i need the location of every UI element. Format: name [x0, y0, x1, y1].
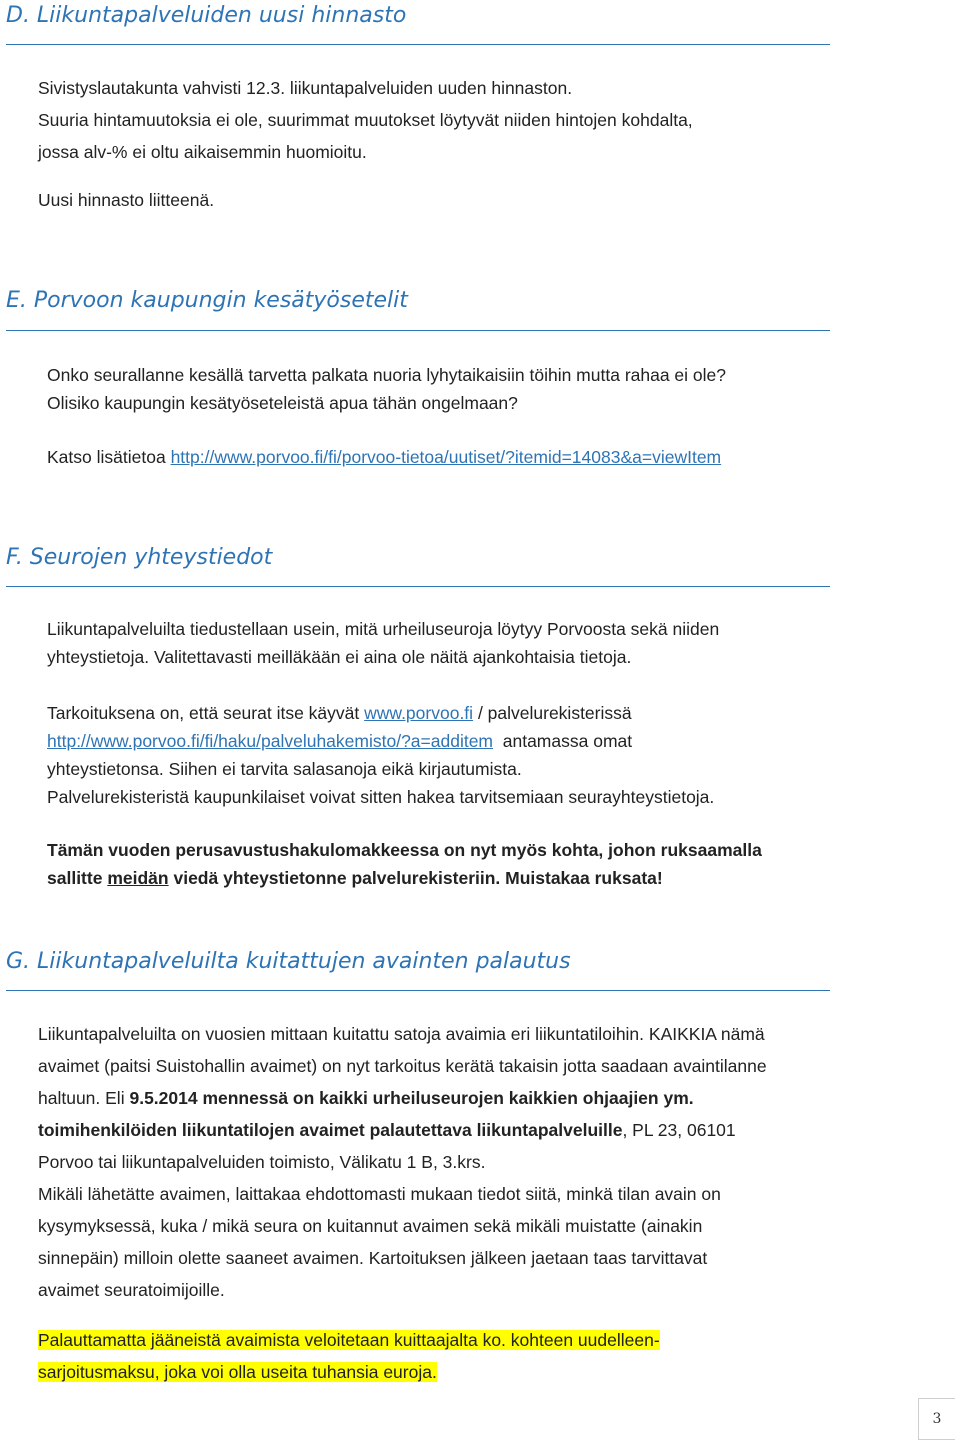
section-g-line	[38, 1114, 767, 1146]
purpose-line: yhteystietonsa. Siihen ei tarvita salasanoja eikä kirjautumista.	[47, 759, 522, 779]
fee-warning-line: Palauttamatta jääneistä avaimista veloitetaan kuittaajalta ko. kohteen uudelleen-	[38, 1330, 660, 1350]
fee-warning-line: sarjoitusmaksu, joka voi olla useita tuhansia euroja.	[38, 1362, 437, 1382]
return-address: , PL 23, 06101	[622, 1120, 736, 1140]
purpose-line: Palvelurekisteristä kaupunkilaiset voivat sitten hakea tarvitsemiaan seurayhteystietoja.	[47, 787, 715, 807]
section-e-body	[47, 361, 726, 417]
section-g-body	[38, 1018, 767, 1306]
section-e-line: Olisiko kaupungin kesätyöseteleistä apua tähän ongelmaan?	[47, 393, 518, 413]
section-g-line: kysymyksessä, kuka / mikä seura on kuitannut avaimen sekä mikäli muistatte (ainakin	[38, 1216, 703, 1236]
notice-underlined: meidän	[107, 868, 169, 888]
section-e-heading: E. Porvoon kaupungin kesätyösetelit	[6, 288, 408, 313]
section-f-purpose	[47, 699, 714, 811]
section-f-line: Liikuntapalveluilta tiedustellaan usein, mitä urheiluseuroja löytyy Porvoosta sekä niiden	[47, 619, 720, 639]
deadline-prefix: haltuun. Eli	[38, 1088, 125, 1108]
section-g-line: Porvoo tai liikuntapalveluiden toimisto, Välikatu 1 B, 3.krs.	[38, 1152, 486, 1172]
porvoo-news-link[interactable]: http://www.porvoo.fi/fi/porvoo-tietoa/uutiset/?itemid=14083&a=viewItem	[170, 447, 722, 467]
section-f-heading: F. Seurojen yhteystiedot	[6, 545, 273, 570]
section-g-line	[38, 1082, 767, 1114]
purpose-line	[47, 727, 714, 755]
porvoo-home-link[interactable]: www.porvoo.fi	[364, 703, 474, 723]
section-g-heading: G. Liikuntapalveluilta kuitattujen avainten palautus	[6, 949, 571, 974]
section-e-rule	[6, 330, 830, 331]
purpose-suffix: antamassa omat	[502, 731, 633, 751]
section-g-line: avaimet (paitsi Suistohallin avaimet) on nyt tarkoitus kerätä takaisin jotta saadaan avaintilanne	[38, 1056, 767, 1076]
section-g-line: sinnepäin) milloin olette saaneet avaimen. Kartoituksen jälkeen jaetaan taas tarvittavat	[38, 1248, 708, 1268]
purpose-prefix: Tarkoituksena on, että seurat itse käyvät	[47, 703, 360, 723]
notice-suffix: viedä yhteystietonne palvelurekisteriin. Muistakaa ruksata!	[173, 868, 663, 888]
section-g-line: avaimet seuratoimijoille.	[38, 1280, 225, 1300]
page-number: 3	[918, 1398, 955, 1440]
section-f-body	[47, 615, 719, 671]
notice-prefix: sallitte	[47, 868, 103, 888]
checkbox-notice-line: Tämän vuoden perusavustushakulomakkeessa on nyt myös kohta, johon ruksaamalla	[47, 840, 762, 860]
section-f-rule	[6, 586, 830, 587]
attachment-note: Uusi hinnasto liitteenä.	[38, 190, 215, 210]
checkbox-notice-line	[47, 864, 762, 892]
service-registry-link[interactable]: http://www.porvoo.fi/fi/haku/palveluhakemisto/?a=additem	[47, 731, 494, 751]
section-f-line: yhteystietoja. Valitettavasti meilläkään ei aina ole näitä ajankohtaisia tietoja.	[47, 647, 632, 667]
section-g-line: Mikäli lähetätte avaimen, laittakaa ehdottomasti mukaan tiedot siitä, minkä tilan avain on	[38, 1184, 721, 1204]
section-g-line: Liikuntapalveluilta on vuosien mittaan kuitattu satoja avaimia eri liikuntatiloihin. KAIKKIA nämä	[38, 1024, 765, 1044]
fee-warning	[38, 1324, 660, 1388]
purpose-middle: / palvelurekisterissä	[477, 703, 632, 723]
deadline-bold: 9.5.2014 mennessä on kaikki urheiluseurojen kaikkien ohjaajien ym.	[129, 1088, 694, 1108]
section-d-rule	[6, 44, 830, 45]
more-info-line	[47, 441, 721, 473]
more-info-label: Katso lisätietoa	[47, 447, 166, 467]
return-bold: toimihenkilöiden liikuntatilojen avaimet palautettava liikuntapalveluille	[38, 1120, 623, 1140]
section-d-heading: D. Liikuntapalveluiden uusi hinnasto	[6, 3, 407, 28]
purpose-line	[47, 699, 714, 727]
section-e-line: Onko seurallanne kesällä tarvetta palkata nuoria lyhytaikaisiin töihin mutta rahaa ei ole?	[47, 365, 727, 385]
section-d-line: jossa alv-% ei oltu aikaisemmin huomioitu.	[38, 142, 367, 162]
section-d-line: Sivistyslautakunta vahvisti 12.3. liikuntapalveluiden uuden hinnaston.	[38, 78, 573, 98]
section-d-body	[38, 72, 693, 168]
section-d-line: Suuria hintamuutoksia ei ole, suurimmat muutokset löytyvät niiden hintojen kohdalta,	[38, 110, 693, 130]
section-g-rule	[6, 990, 830, 991]
checkbox-notice	[47, 836, 762, 892]
